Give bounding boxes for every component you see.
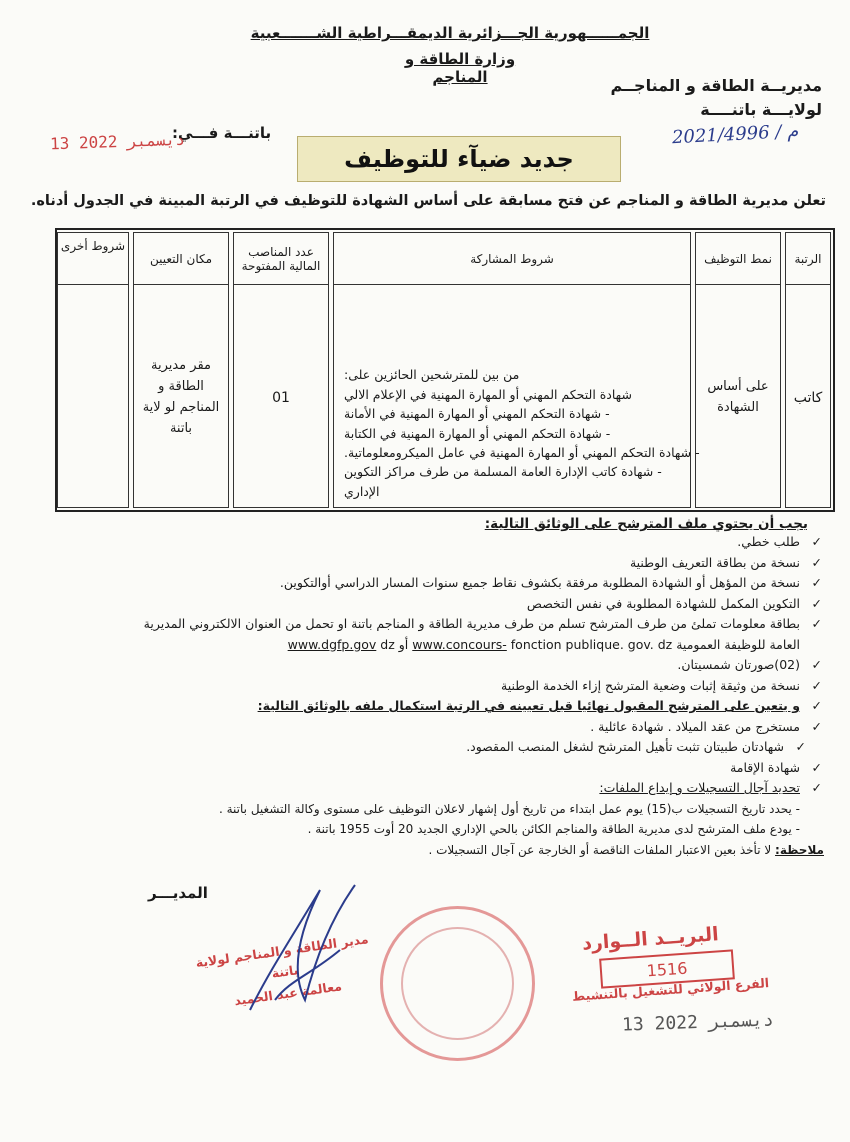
- header-location: مكان التعيين: [134, 233, 228, 285]
- condition-line: من بين للمترشحين الحائزين على:: [344, 367, 520, 383]
- check-icon: ✓: [811, 575, 822, 590]
- condition-line: - شهادة التحكم المهني أو المهارة المهنية في الكتابة: [344, 425, 611, 441]
- note-line: ملاحظة: لا تأخذ بعين الاعتبار الملفات الناقصة أو الخارجة عن آجال التسجيلات .: [428, 842, 824, 857]
- cell-conditions: [334, 289, 700, 507]
- list-item: ✓ طلب خطي.: [34, 532, 824, 553]
- documents-list: [34, 532, 824, 860]
- check-icon: ✓: [811, 554, 822, 570]
- ministry-header: وزارة الطاقة و المناجم: [404, 50, 516, 86]
- documents-title: يجب أن يحتوي ملف المترشح على الوثائق التالية:: [484, 516, 808, 532]
- check-icon: ✓: [811, 698, 822, 713]
- list-item: ✓ نسخة من المؤهل أو الشهادة المطلوبة مرفقة بكشوف نقاط جميع سنوات المسار الدراسي أوالتكوين.: [34, 573, 824, 594]
- check-icon: ✓: [811, 780, 822, 795]
- header-mode: نمط التوظيف: [696, 233, 780, 285]
- column-posts: [233, 232, 329, 508]
- check-icon: ✓: [795, 739, 806, 754]
- list-item: ✓ بطاقة معلومات تملئ من طرف المترشح تسلم من طرف مديرية الطاقة و المناجم باتنة او تحمل من العنوان الالكتروني المديرية: [34, 614, 824, 635]
- promo-banner: جديد ضيآء للتوظيف: [297, 136, 621, 182]
- condition-line: شهادة التحكم المهني أو المهارة المهنية في الإعلام الالي: [344, 386, 632, 402]
- list-item: ✓ مستخرج من عقد الميلاد . شهادة عائلية .: [34, 717, 824, 738]
- list-item: ✓ التكوين المكمل للشهادة المطلوبة في نفس التخصص: [34, 594, 824, 615]
- deadlines-title: ✓ تحديد آجال التسجيلات و إيداع الملفات:: [34, 778, 824, 799]
- column-other: [57, 232, 129, 508]
- cell-rank: كاتب: [793, 389, 823, 406]
- cell-location: مقر مديرية الطاقة و المناجم لو لاية باتنة: [142, 358, 220, 436]
- check-icon: ✓: [811, 657, 822, 672]
- incoming-mail-number: 1516: [599, 949, 735, 988]
- final-documents-intro: ✓ و يتعين على المترشح المقبول نهائيا قبل تعيينه في الرتبة استكمال ملفه بالوثائق التالية:: [34, 696, 824, 717]
- concours-link[interactable]: www.concours-: [412, 636, 507, 652]
- incoming-mail-branch: الفرع الولائي للتشغيل بالتنشيط: [571, 975, 770, 1004]
- condition-line: الإداري: [344, 483, 380, 499]
- director-stamp: مدير الطاقة و المناجم لولاية باتنة معالمة عبد الحميد: [194, 931, 370, 1008]
- web-addresses-line: العامة للوظيفة العمومية www.concours- fonction publique. gov. dz أو www.dgfp.gov dz: [287, 636, 800, 652]
- wilaya-name: لولايـــة باتنــــة: [700, 100, 822, 119]
- condition-line: - شهادة التحكم المهني أو المهارة المهنية في عامل الميكرومعلوماتية.: [344, 444, 700, 460]
- signature-scribble: [230, 880, 370, 1020]
- condition-line: - شهادة كاتب الإدارة العامة المسلمة من طرف مراكز التكوين: [344, 464, 662, 480]
- check-icon: ✓: [811, 677, 822, 693]
- director-title: المديـــر: [148, 884, 208, 902]
- header-posts: عدد المناصب المالية المفتوحة: [234, 233, 328, 285]
- condition-line: - شهادة التحكم المهني أو المهارة المهنية في الأمانة: [344, 406, 610, 422]
- header-other: شروط أخرى: [58, 233, 128, 285]
- check-icon: ✓: [811, 595, 822, 611]
- check-icon: ✓: [811, 534, 822, 549]
- column-conditions: [333, 232, 700, 508]
- column-mode: [695, 232, 781, 508]
- recruitment-table: [55, 228, 835, 512]
- cell-mode: على أساس الشهادة: [707, 379, 769, 415]
- list-item: ✓ شهادتان طبيتان تثبت تأهيل المترشح لشغل المنصب المقصود.: [34, 737, 824, 758]
- deadline-line: - يودع ملف المترشح لدى مديرية الطاقة والمناجم الكائن بالحي الإداري الجديد 20 أوت 1955 باتنة .: [307, 822, 800, 836]
- note-label: ملاحظة:: [775, 842, 824, 857]
- place-label: باتنـــة فـــي:: [172, 124, 272, 142]
- list-item: ✓ شهادة الإقامة: [34, 758, 824, 779]
- list-item: ✓ (02)صورتان شمسيتان.: [34, 655, 824, 676]
- cell-posts: 01: [272, 389, 290, 406]
- check-icon: ✓: [811, 616, 822, 631]
- check-icon: ✓: [811, 759, 822, 775]
- announcement-intro: تعلن مديرية الطاقة و المناجم عن فتح مسابقة على أساس الشهادة للتوظيف في الرتبة المبينة في الجدول أدناه.: [30, 193, 826, 209]
- cell-other: [58, 289, 128, 507]
- issue-date-stamp: 13 ديسمبر 2022: [49, 129, 186, 154]
- directorate-name: مديريــة الطاقة و المناجــم: [610, 76, 822, 95]
- dgfp-link[interactable]: www.dgfp.gov: [287, 636, 377, 652]
- list-item: ✓ نسخة من بطاقة التعريف الوطنية: [34, 553, 824, 574]
- reference-number: 2021/4996 / م: [671, 120, 799, 149]
- column-rank: [785, 232, 831, 508]
- list-item: ✓ نسخة من وثيقة إثبات وضعية المترشح إزاء الخدمة الوطنية: [34, 676, 824, 697]
- column-location: [133, 232, 229, 508]
- official-round-stamp: [380, 906, 535, 1061]
- deadline-line: - يحدد تاريخ التسجيلات ب(15) يوم عمل ابتداء من تاريخ أول إشهار لاعلان التوظيف على مستوى وكالة التشغيل باتنة .: [218, 801, 800, 816]
- incoming-mail-date: 13 ديسمبر 2022: [621, 1009, 775, 1036]
- header-conditions: شروط المشاركة: [334, 233, 690, 285]
- check-icon: ✓: [811, 718, 822, 734]
- incoming-mail-title: البريــد الــوارد: [581, 923, 720, 955]
- republic-header: الجمــــــهورية الجـــزائرية الديمقـــراطية الشـــــــعبية: [250, 24, 650, 42]
- header-rank: الرتبة: [786, 233, 830, 285]
